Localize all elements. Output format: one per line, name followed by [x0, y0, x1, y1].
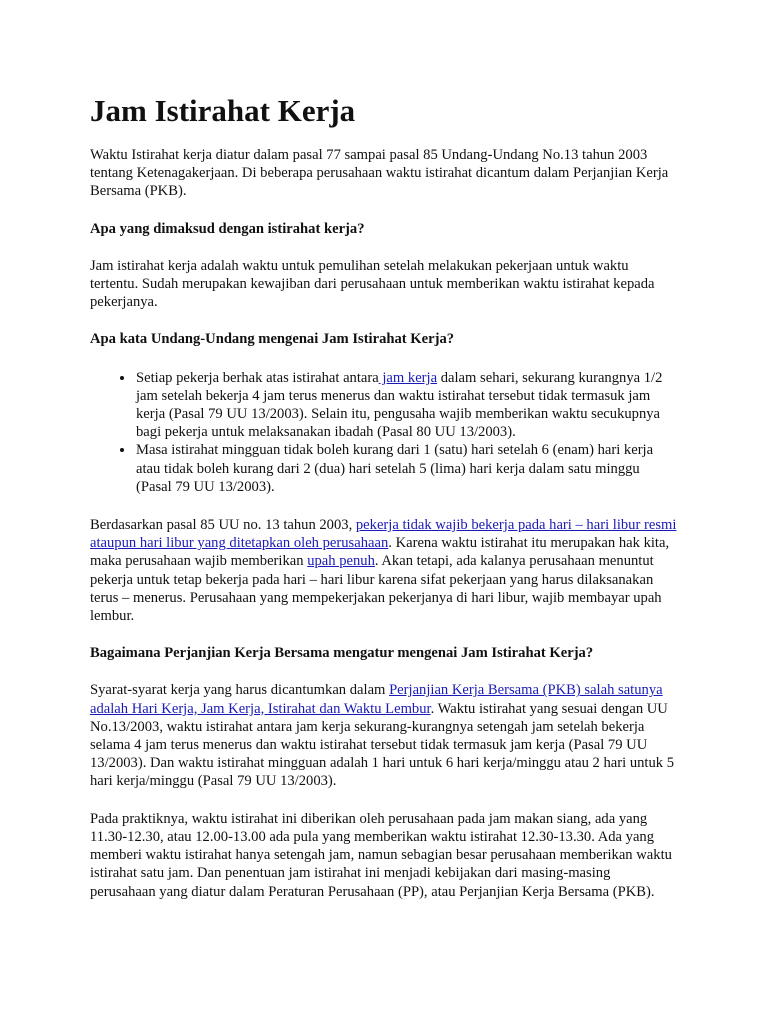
paragraph-text: . Waktu istirahat yang sesuai dengan UU No.13/2003, waktu istirahat antara jam kerja sekurang-kurangnya setengah jam setelah bekerja selama 4 jam terus menerus dan waktu istirahat tersebut tidak termasuk jam kerja (Pasal 79 UU 13/2003). Dan waktu istirahat mingguan adalah 1 hari untuk 6 hari kerja/minggu atau 2 hari untuk 5 hari kerja/minggu (Pasal 79 UU 13/2003).: [90, 700, 675, 790]
jam-kerja-link[interactable]: jam kerja: [378, 369, 438, 386]
paragraph-text: . Karena waktu istirahat itu merupakan hak kita, maka perusahaan wajib memberikan: [90, 535, 670, 570]
list-item-text: Setiap pekerja berhak atas istirahat antara: [136, 369, 379, 386]
hari-libur-link[interactable]: pekerja tidak wajib bekerja pada hari – hari libur resmi ataupun hari libur yang ditetapkan oleh perusahaan: [90, 517, 677, 552]
list-item-text: dalam sehari, sekurang kurangnya 1/2 jam setelah bekerja 4 jam terus menerus dan waktu istirahat tersebut tidak termasuk jam kerja (Pasal 79 UU 13/2003). Selain itu, pengusaha wajib memberikan waktu secukupnya bagi pekerja untuk melaksanakan ibadah (Pasal 80 UU 13/2003).: [136, 369, 663, 441]
paragraph-text: Berdasarkan pasal 85 UU no. 13 tahun 2003,: [90, 517, 356, 534]
question-heading-2: Apa kata Undang-Undang mengenai Jam Istirahat Kerja?: [90, 331, 455, 348]
question-heading-1: Apa yang dimaksud dengan istirahat kerja?: [90, 220, 365, 237]
list-item-text: Masa istirahat mingguan tidak boleh kurang dari 1 (satu) hari setelah 6 (enam) hari kerja atau tidak boleh kurang dari 2 (dua) hari setelah 5 (lima) hari kerja dalam satu minggu (Pasal 79 UU 13/2003).: [136, 442, 654, 495]
list-item: [135, 369, 678, 442]
question-heading-3: Bagaimana Perjanjian Kerja Bersama mengatur mengenai Jam Istirahat Kerja?: [90, 645, 594, 662]
intro-paragraph: Waktu Istirahat kerja diatur dalam pasal 77 sampai pasal 85 Undang-Undang No.13 tahun 2003 tentang Ketenagakerjaan. Di beberapa perusahaan waktu istirahat dicantum dalam Perjanjian Kerja Bersama (PKB).: [90, 147, 669, 200]
upah-penuh-link[interactable]: upah penuh: [307, 553, 375, 570]
list-item: [135, 441, 678, 496]
regulation-list: [90, 369, 678, 496]
page-title: Jam Istirahat Kerja: [90, 93, 356, 128]
paragraph-text: . Akan tetapi, ada kalanya perusahaan menuntut pekerja untuk tetap bekerja pada hari – hari libur karena sifat pekerjaan yang harus dilaksanakan terus – menerus. Perusahaan yang mempekerjakan pekerjanya di hari libur, wajib membayar upah lembur.: [90, 553, 662, 625]
pkb-link[interactable]: Perjanjian Kerja Bersama (PKB) salah satunya adalah Hari Kerja, Jam Kerja, Istirahat dan Waktu Lembur: [90, 682, 663, 717]
pkb-paragraph: [90, 681, 678, 790]
paragraph-text: Syarat-syarat kerja yang harus dicantumkan dalam: [90, 682, 390, 699]
practice-paragraph: Pada praktiknya, waktu istirahat ini diberikan oleh perusahaan pada jam makan siang, ada yang 11.30-12.30, atau 12.00-13.00 ada pula yang memberikan waktu istirahat 12.30-13.30. Ada yang memberi waktu istirahat hanya setengah jam, namun sebagian besar perusahaan memberikan waktu istirahat satu jam. Dan penentuan jam istirahat ini menjadi kebijakan dari masing-masing perusahaan yang diatur dalam Peraturan Perusahaan (PP), atau Perjanjian Kerja Bersama (PKB).: [90, 810, 672, 900]
holiday-paragraph: [90, 516, 678, 625]
definition-paragraph: Jam istirahat kerja adalah waktu untuk pemulihan setelah melakukan pekerjaan untuk waktu tertentu. Sudah merupakan kewajiban dari perusahaan untuk memberikan waktu istirahat kepada pekerjanya.: [90, 257, 655, 311]
